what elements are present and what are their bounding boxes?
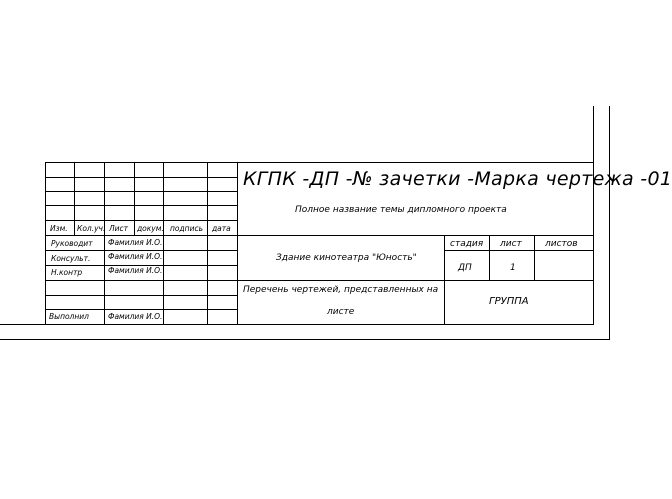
stage-block-left-line (444, 235, 445, 325)
col-header-izm: Изм. (50, 224, 68, 233)
signature-name: Фамилия И.О. (108, 312, 163, 321)
grid-col-line (134, 162, 135, 235)
col-header-data: дата (212, 224, 231, 233)
grid-row-line (45, 280, 594, 281)
signature-name: Фамилия И.О. (108, 252, 163, 261)
signature-name: Фамилия И.О. (108, 266, 163, 275)
stage-header: стадия (450, 239, 484, 249)
stage-value: ДП (458, 263, 472, 273)
stage-col-line (534, 235, 535, 280)
drawing-list-title-cont: листе (327, 307, 355, 317)
col-header-kol-uch: Кол.уч. (77, 224, 106, 233)
stage-header-bottom-line (444, 250, 594, 251)
title-block-left-border (45, 162, 46, 325)
drawing-designation: КГПК -ДП -№ зачетки -Марка чертежа -01 (243, 168, 672, 190)
signature-name: Фамилия И.О. (108, 238, 163, 247)
sheet-value: 1 (510, 263, 516, 273)
col-header-dokum: докум. (137, 224, 164, 233)
sheets-header: листов (545, 239, 578, 249)
signature-role: Руководит (51, 239, 93, 248)
grid-col-line (104, 162, 105, 325)
signature-role: Выполнил (49, 312, 89, 321)
frame-right-edge (593, 106, 594, 325)
grid-col-line (163, 162, 164, 325)
stage-col-line (489, 235, 490, 280)
col-header-list: Лист (109, 224, 129, 233)
sheet-outer-bottom-edge (0, 339, 610, 340)
grid-row-line (45, 250, 238, 251)
building-name: Здание кинотеатра "Юность" (276, 253, 417, 263)
grid-row-line (45, 309, 238, 310)
grid-col-line (74, 162, 75, 235)
col-header-podpis: подпись (170, 224, 203, 233)
grid-row-line (45, 235, 594, 236)
title-block-top-border (45, 162, 594, 163)
grid-col-line (237, 162, 238, 325)
grid-row-line (45, 295, 238, 296)
frame-bottom-line (0, 324, 594, 325)
sheet-header: лист (500, 239, 522, 249)
signature-role: Н.контр (51, 268, 83, 277)
group-label: ГРУППА (489, 296, 529, 307)
drawing-list-title: Перечень чертежей, представленных на (243, 285, 439, 295)
signature-role: Консульт. (51, 254, 91, 263)
grid-col-line (207, 162, 208, 325)
project-title: Полное название темы дипломного проекта (295, 205, 507, 215)
sheet-outer-right-edge (609, 106, 610, 340)
